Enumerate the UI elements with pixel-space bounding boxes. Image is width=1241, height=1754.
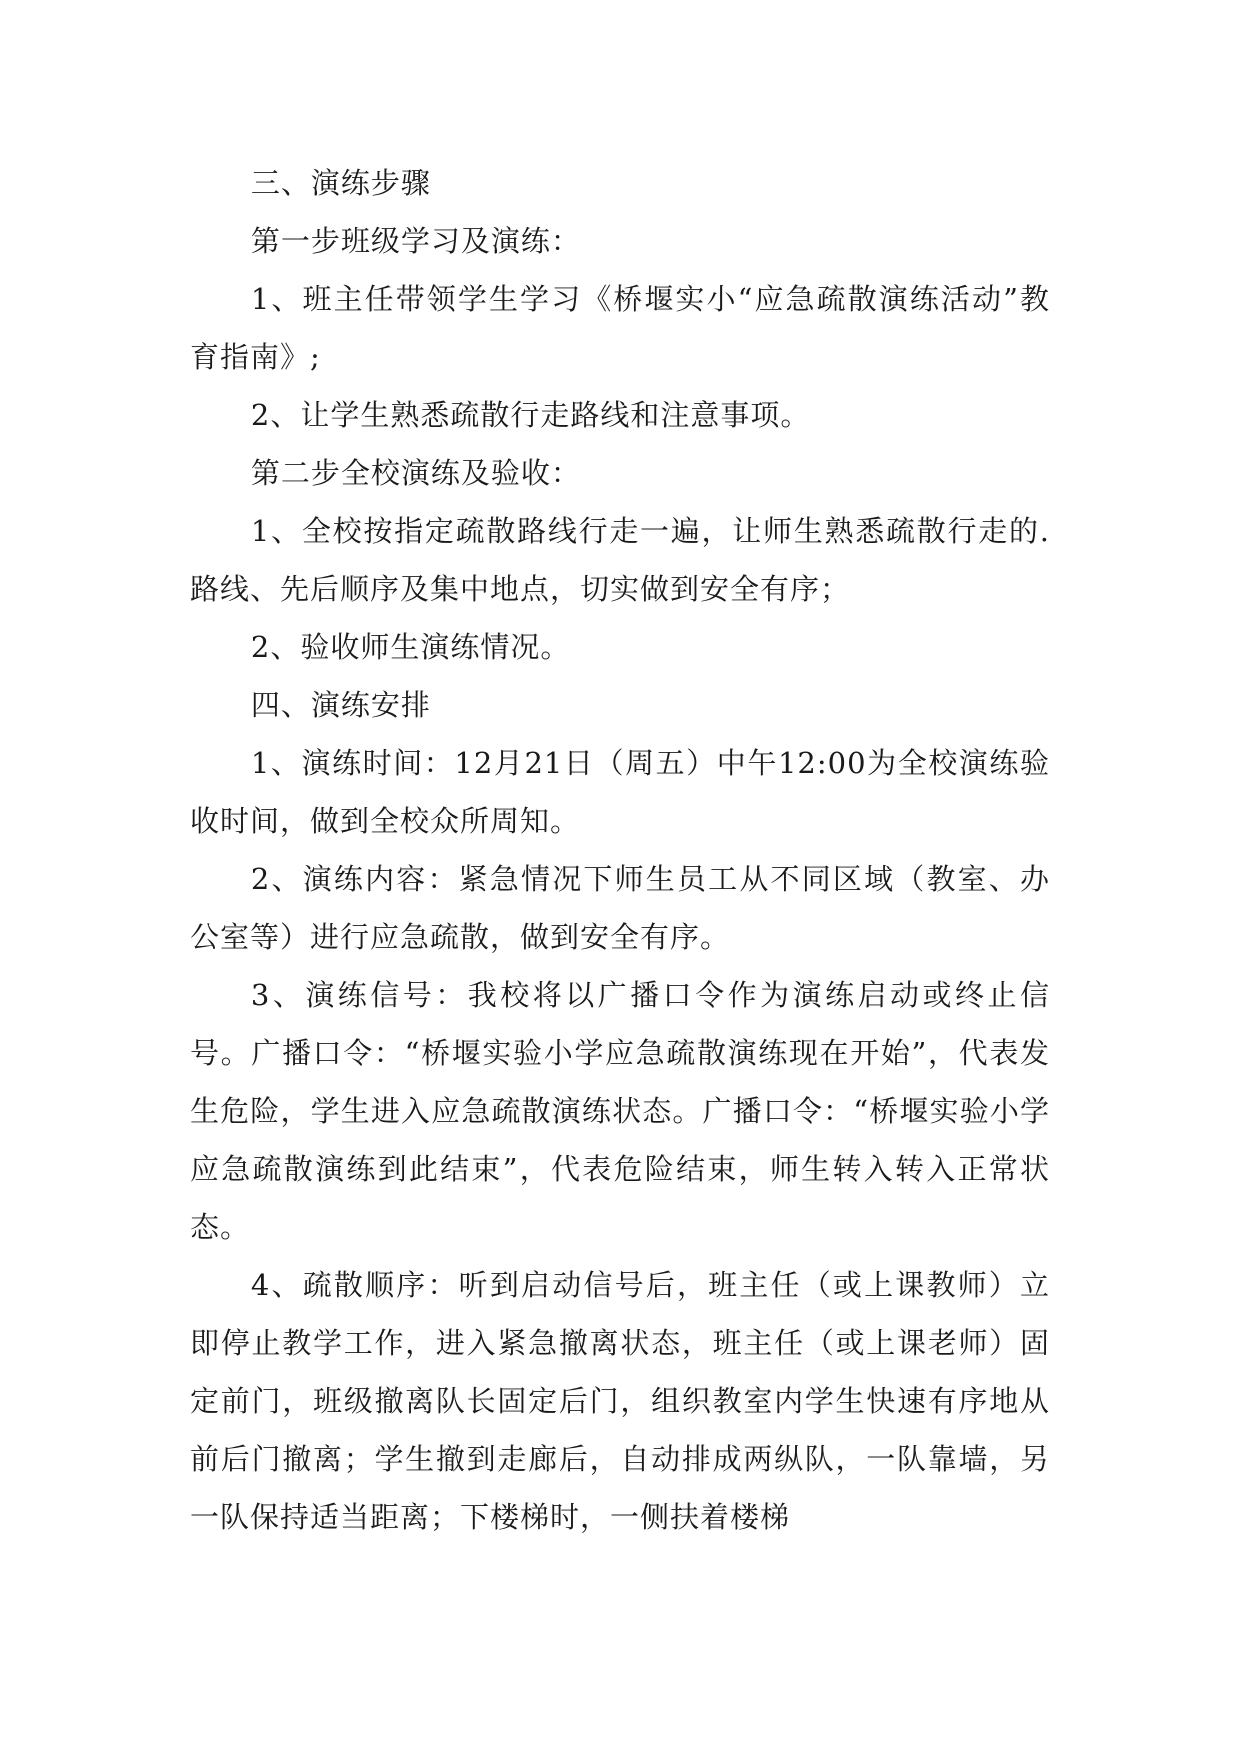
- arrangement-item-evacuation-order: 4、疏散顺序：听到启动信号后，班主任（或上课教师）立即停止教学工作，进入紧急撤离状态，班主任（或上课老师）固定前门，班级撤离队长固定后门，组织教室内学生快速有序地从前后门撤离；学生撤到走廊后，自动排成两纵队，一队靠墙，另一队保持适当距离；下楼梯时，一侧扶着楼梯: [190, 1268, 1050, 1534]
- document-body: [190, 154, 1050, 1546]
- step-one-item-1: 1、班主任带领学生学习《桥堰实小“应急疏散演练活动”教育指南》;: [190, 282, 1050, 374]
- step-one-item-2: 2、让学生熟悉疏散行走路线和注意事项。: [250, 398, 811, 432]
- arrangement-item-time: 1、演练时间：12月21日（周五）中午12:00为全校演练验收时间，做到全校众所周知。: [190, 746, 1050, 838]
- arrangement-item-content: 2、演练内容：紧急情况下师生员工从不同区域（教室、办公室等）进行应急疏散，做到安全有序。: [190, 862, 1050, 954]
- section-heading-drill-arrangement: 四、演练安排: [250, 688, 431, 722]
- arrangement-item-signal: 3、演练信号：我校将以广播口令作为演练启动或终止信号。广播口令：“桥堰实验小学应急疏散演练现在开始”，代表发生危险，学生进入应急疏散演练状态。广播口令：“桥堰实验小学应急疏散演练到此结束”，代表危险结束，师生转入转入正常状态。: [190, 978, 1050, 1244]
- section-heading-drill-steps: 三、演练步骤: [250, 166, 431, 200]
- step-two-item-1: 1、全校按指定疏散路线行走一遍，让师生熟悉疏散行走的.路线、先后顺序及集中地点，切实做到安全有序；: [190, 514, 1050, 606]
- step-two-heading: 第二步全校演练及验收：: [250, 456, 581, 490]
- step-two-item-2: 2、验收师生演练情况。: [250, 630, 571, 664]
- step-one-heading: 第一步班级学习及演练：: [250, 224, 581, 258]
